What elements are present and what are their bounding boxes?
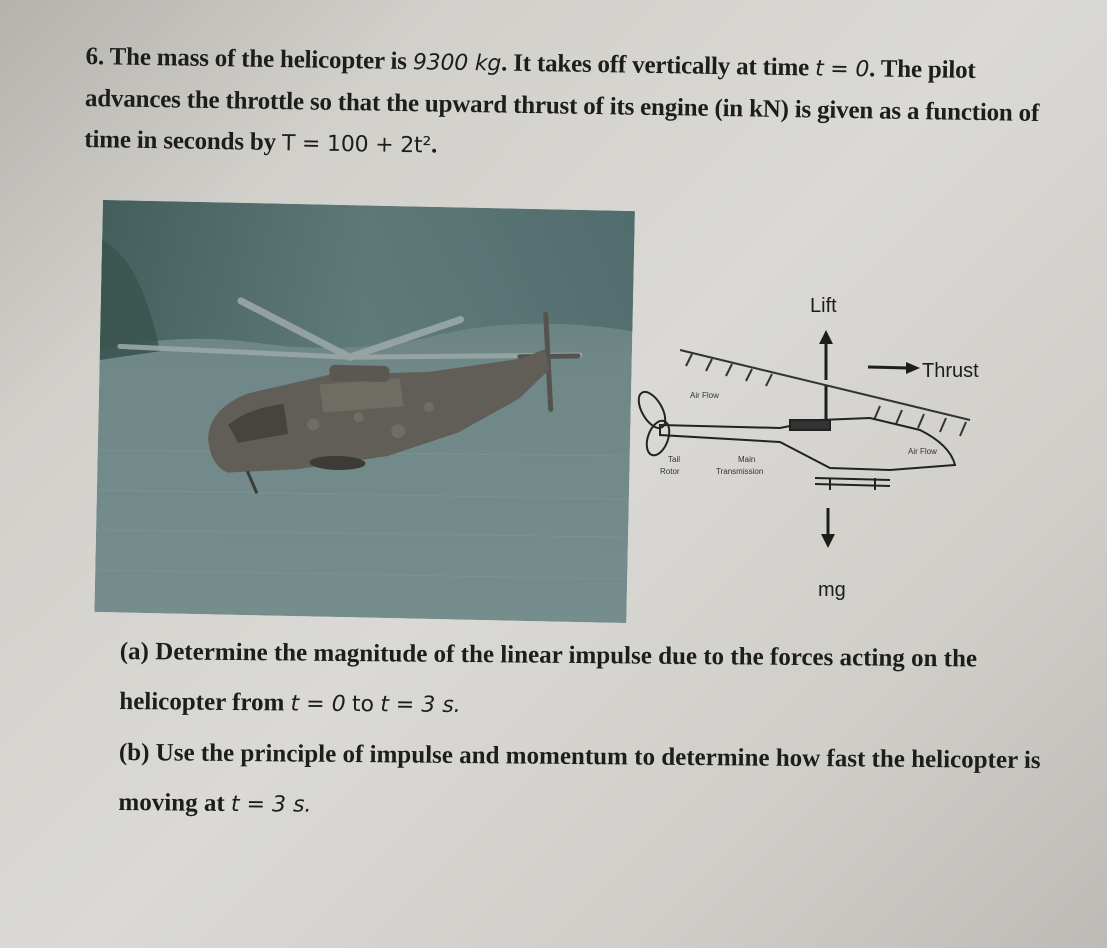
tail-rotor-shape	[633, 388, 673, 459]
part-a-t-from: t = 0	[290, 691, 346, 717]
mass-value: 9300 kg	[412, 50, 502, 77]
air-flow-label-left: Air Flow	[690, 391, 719, 400]
problem-number: 6.	[85, 42, 105, 71]
part-a-text-1: Determine the magnitude of the linear impulse due to the forces acting on the	[155, 638, 978, 673]
part-a-label: (a)	[119, 637, 150, 666]
force-diagram	[630, 270, 1010, 610]
lift-label: Lift	[810, 295, 837, 317]
part-b-text-2: moving at	[118, 788, 225, 817]
problem-statement	[84, 36, 1071, 176]
part-b-t: t = 3 s.	[230, 791, 312, 818]
weight-arrow	[821, 508, 835, 548]
weight-label: mg	[818, 579, 846, 601]
time-zero: t = 0	[814, 56, 870, 83]
question-parts	[118, 628, 1080, 838]
problem-sentence-1: The mass of the helicopter is	[109, 43, 408, 76]
problem-text	[84, 36, 1071, 176]
thrust-arrow	[868, 362, 920, 374]
part-a	[120, 628, 1080, 684]
problem-sentence-3: . The pilot advances the throttle so that the upward thrust of its engine (in kN) is given as a function of time in seconds by	[84, 55, 1040, 156]
part-b-text-1: Use the principle of impulse and momentum to determine how fast the helicopter is	[155, 739, 1041, 775]
main-transmission-label-1: Main	[738, 455, 756, 464]
main-transmission-label-2: Transmission	[716, 467, 764, 476]
part-b-cont	[118, 779, 1078, 836]
problem-sentence-2: . It takes off vertically at time	[500, 49, 810, 82]
thrust-equation: T = 100 + 2t²	[281, 131, 432, 159]
air-flow-label-right: Air Flow	[908, 447, 937, 456]
part-a-t-to: t = 3 s.	[380, 692, 461, 718]
part-a-to: to	[351, 692, 375, 718]
tail-rotor-label-2: Rotor	[660, 467, 680, 476]
air-flow-arrows-right	[874, 406, 966, 436]
part-a-cont	[119, 678, 1079, 735]
thrust-label: Thrust	[922, 360, 979, 382]
helicopter-photo	[94, 200, 635, 623]
part-b	[119, 729, 1079, 785]
lift-arrow	[819, 330, 833, 380]
problem-end: .	[430, 131, 438, 159]
tail-rotor-label-1: Tail	[668, 455, 681, 464]
part-a-text-2: helicopter from	[119, 687, 285, 717]
part-b-label: (b)	[118, 738, 150, 767]
